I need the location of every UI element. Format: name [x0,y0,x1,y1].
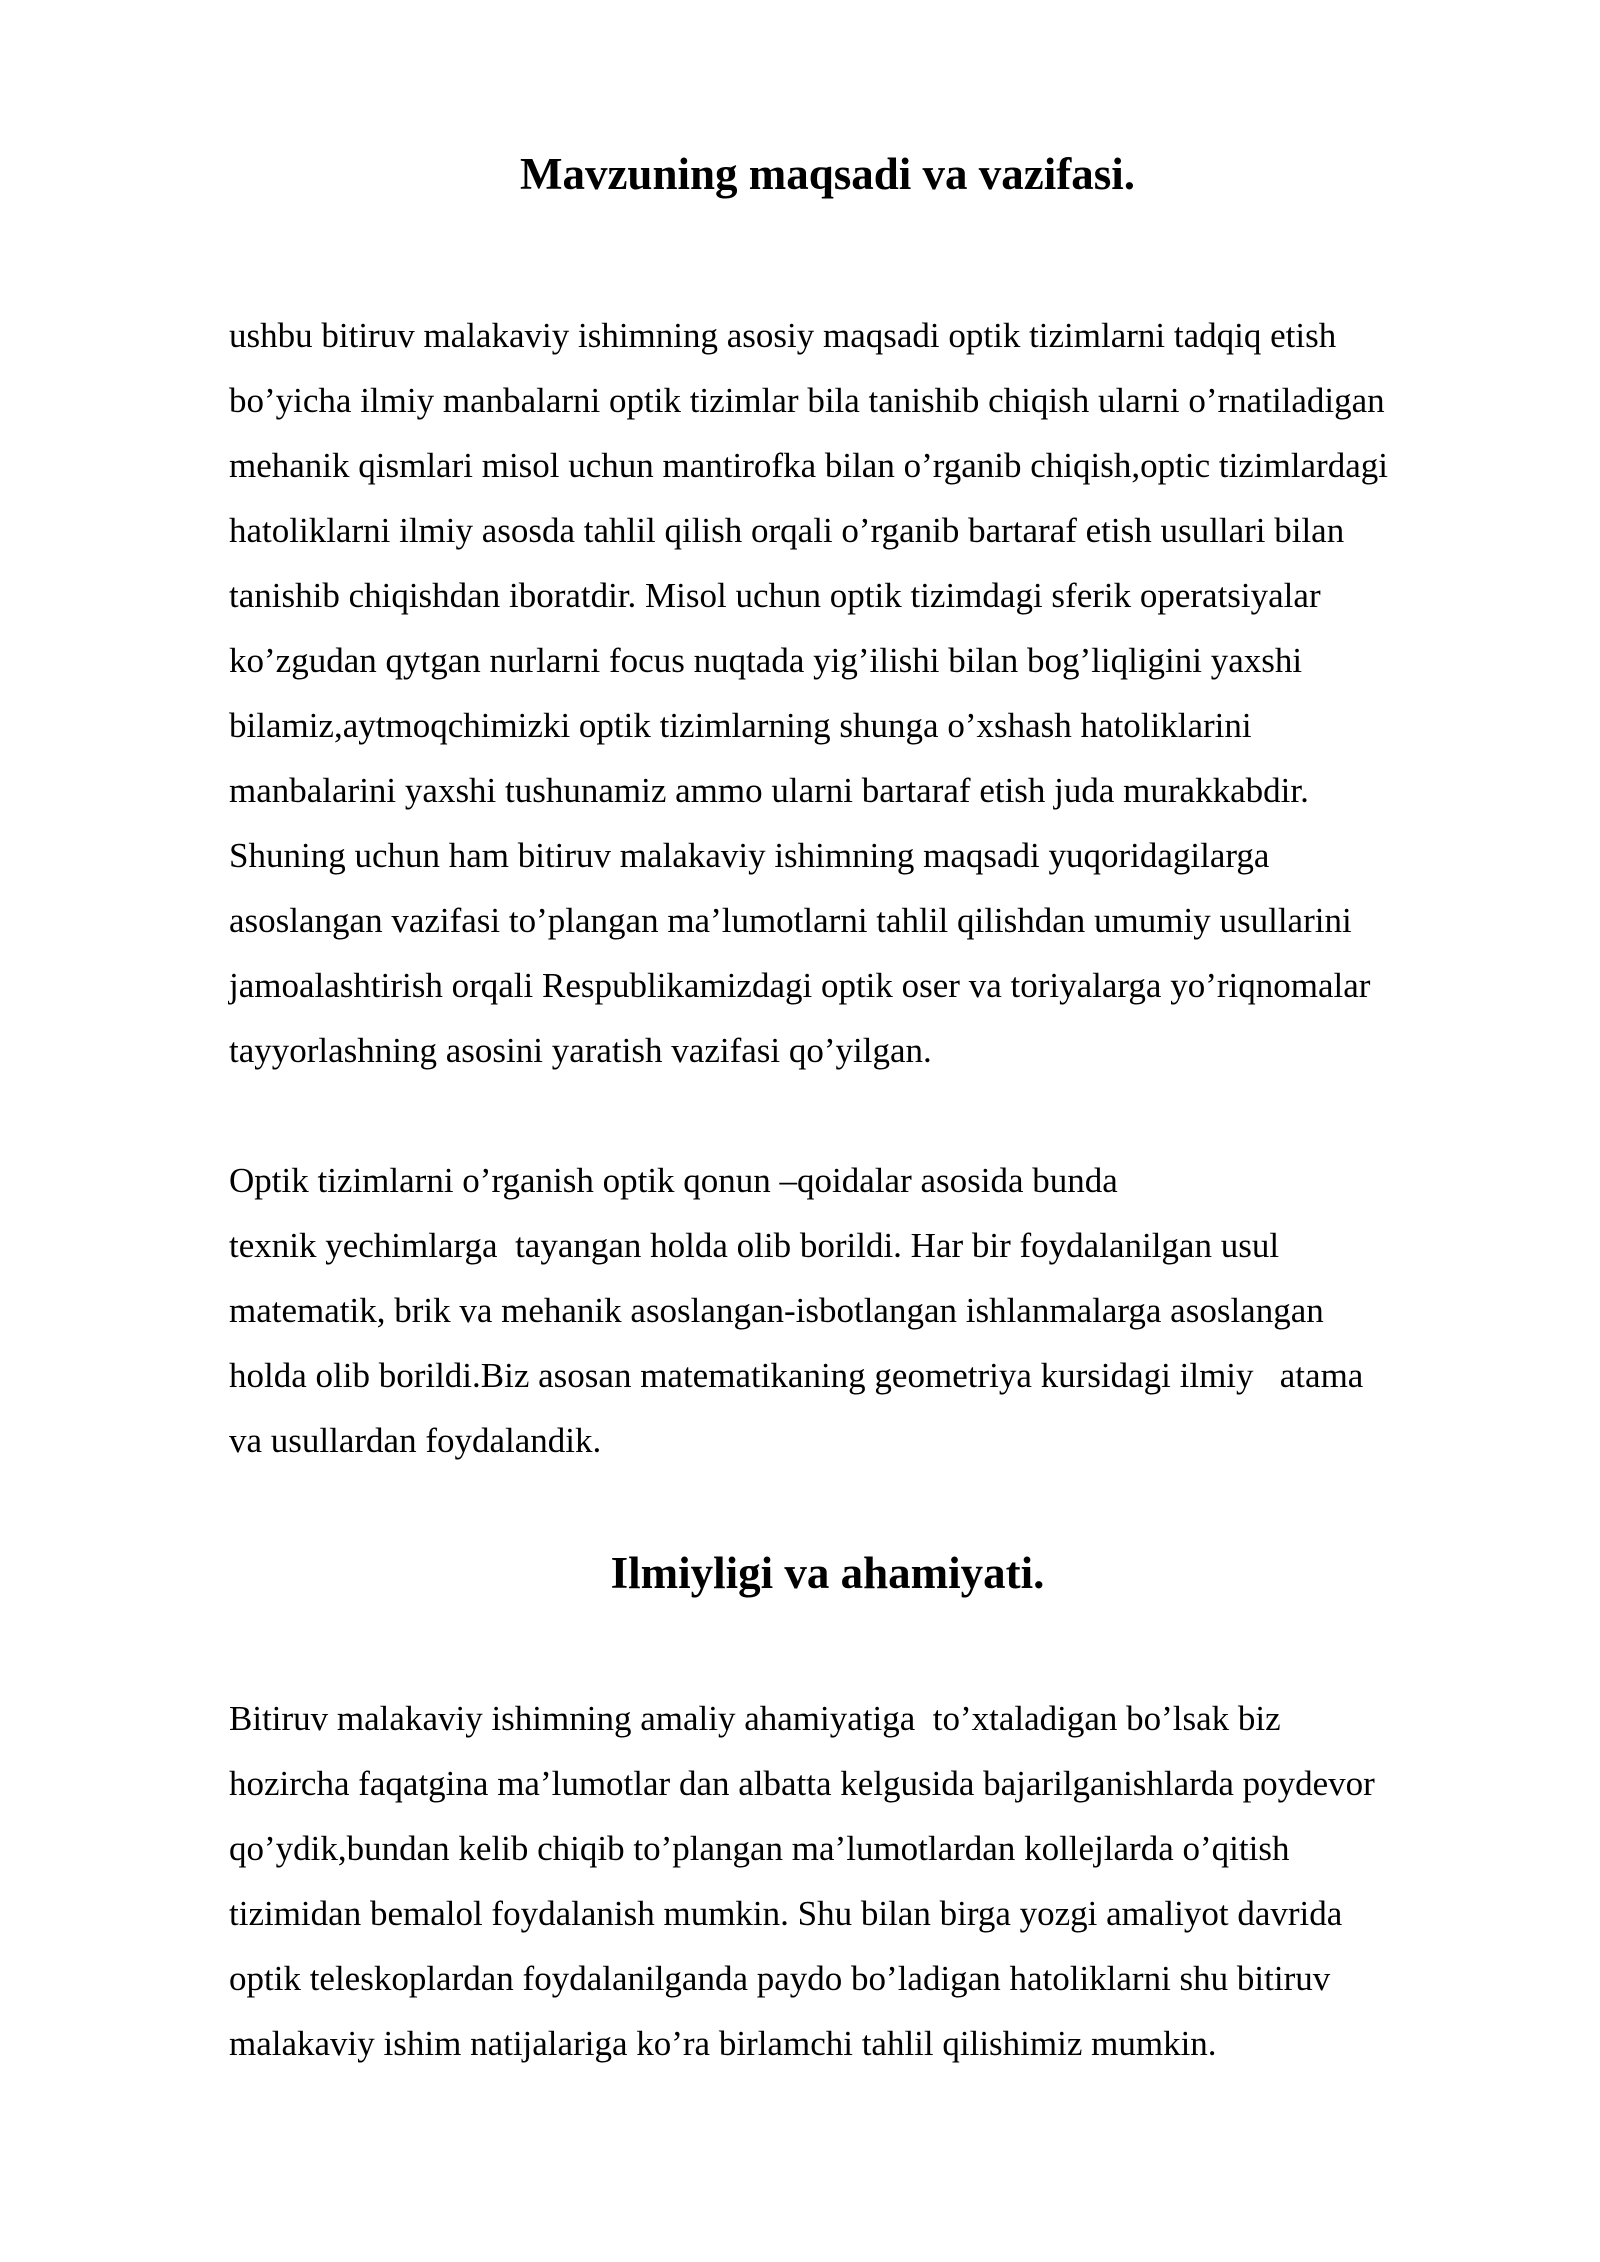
text-line: jamoalashtirish orqali Respublikamizdagi optik oser va toriyalarga yo’riqnomalar [229,966,1371,1005]
text-line: texnik yechimlarga tayangan holda olib borildi. Har bir foydalanilgan usul [229,1226,1280,1265]
text-line: malakaviy ishim natijalariga ko’ra birlamchi tahlil qilishimiz mumkin. [229,2024,1217,2063]
text-line: tanishib chiqishdan iboratdir. Misol uchun optik tizimdagi sferik operatsiyalar [229,576,1321,615]
text-line: ushbu bitiruv malakaviy ishimning asosiy maqsadi optik tizimlarni tadqiq etish [229,316,1337,355]
text-line: Bitiruv malakaviy ishimning amaliy ahamiyatiga to’xtaladigan bo’lsak biz [229,1699,1281,1738]
text-line: Optik tizimlarni o’rganish optik qonun –qoidalar asosida bunda [229,1161,1118,1200]
text-line: hatoliklarni ilmiy asosda tahlil qilish orqali o’rganib bartaraf etish usullari bilan [229,511,1345,550]
text-line: matematik, brik va mehanik asoslangan-isbotlangan ishlanmalarga asoslangan [229,1291,1324,1330]
text-line: mehanik qismlari misol uchun mantirofka bilan o’rganib chiqish,optic tizimlardagi [229,446,1388,485]
text-line: manbalarini yaxshi tushunamiz ammo ularni bartaraf etish juda murakkabdir. [229,771,1309,810]
section-heading-goal: Mavzuning maqsadi va vazifasi. [519,149,1136,199]
text-line: va usullardan foydalandik. [229,1421,602,1460]
text-line: ko’zgudan qytgan nurlarni focus nuqtada yig’ilishi bilan bog’liqligini yaxshi [229,641,1303,680]
text-line: tizimidan bemalol foydalanish mumkin. Shu bilan birga yozgi amaliyot davrida [229,1894,1343,1933]
section-heading-significance: Ilmiyligi va ahamiyati. [610,1548,1045,1598]
text-line: bilamiz,aytmoqchimizki optik tizimlarning shunga o’xshash hatoliklarini [229,706,1252,745]
paragraph-method [229,1148,1529,1473]
text-line: holda olib borildi.Biz asosan matematikaning geometriya kursidagi ilmiy atama [229,1356,1364,1395]
text-line: hozircha faqatgina ma’lumotlar dan albatta kelgusida bajarilganishlarda poydevor [229,1764,1375,1803]
text-line: tayyorlashning asosini yaratish vazifasi qo’yilgan. [229,1031,932,1070]
text-line: asoslangan vazifasi to’plangan ma’lumotlarni tahlil qilishdan umumiy usullarini [229,901,1352,940]
paragraph-significance [229,1686,1529,2076]
text-line: bo’yicha ilmiy manbalarni optik tizimlar bila tanishib chiqish ularni o’rnatiladigan [229,381,1385,420]
text-line: optik teleskoplardan foydalanilganda paydo bo’ladigan hatoliklarni shu bitiruv [229,1959,1331,1998]
text-line: Shuning uchun ham bitiruv malakaviy ishimning maqsadi yuqoridagilarga [229,836,1270,875]
text-line: qo’ydik,bundan kelib chiqib to’plangan ma’lumotlardan kollejlarda o’qitish [229,1829,1290,1868]
paragraph-goal [229,303,1529,1083]
